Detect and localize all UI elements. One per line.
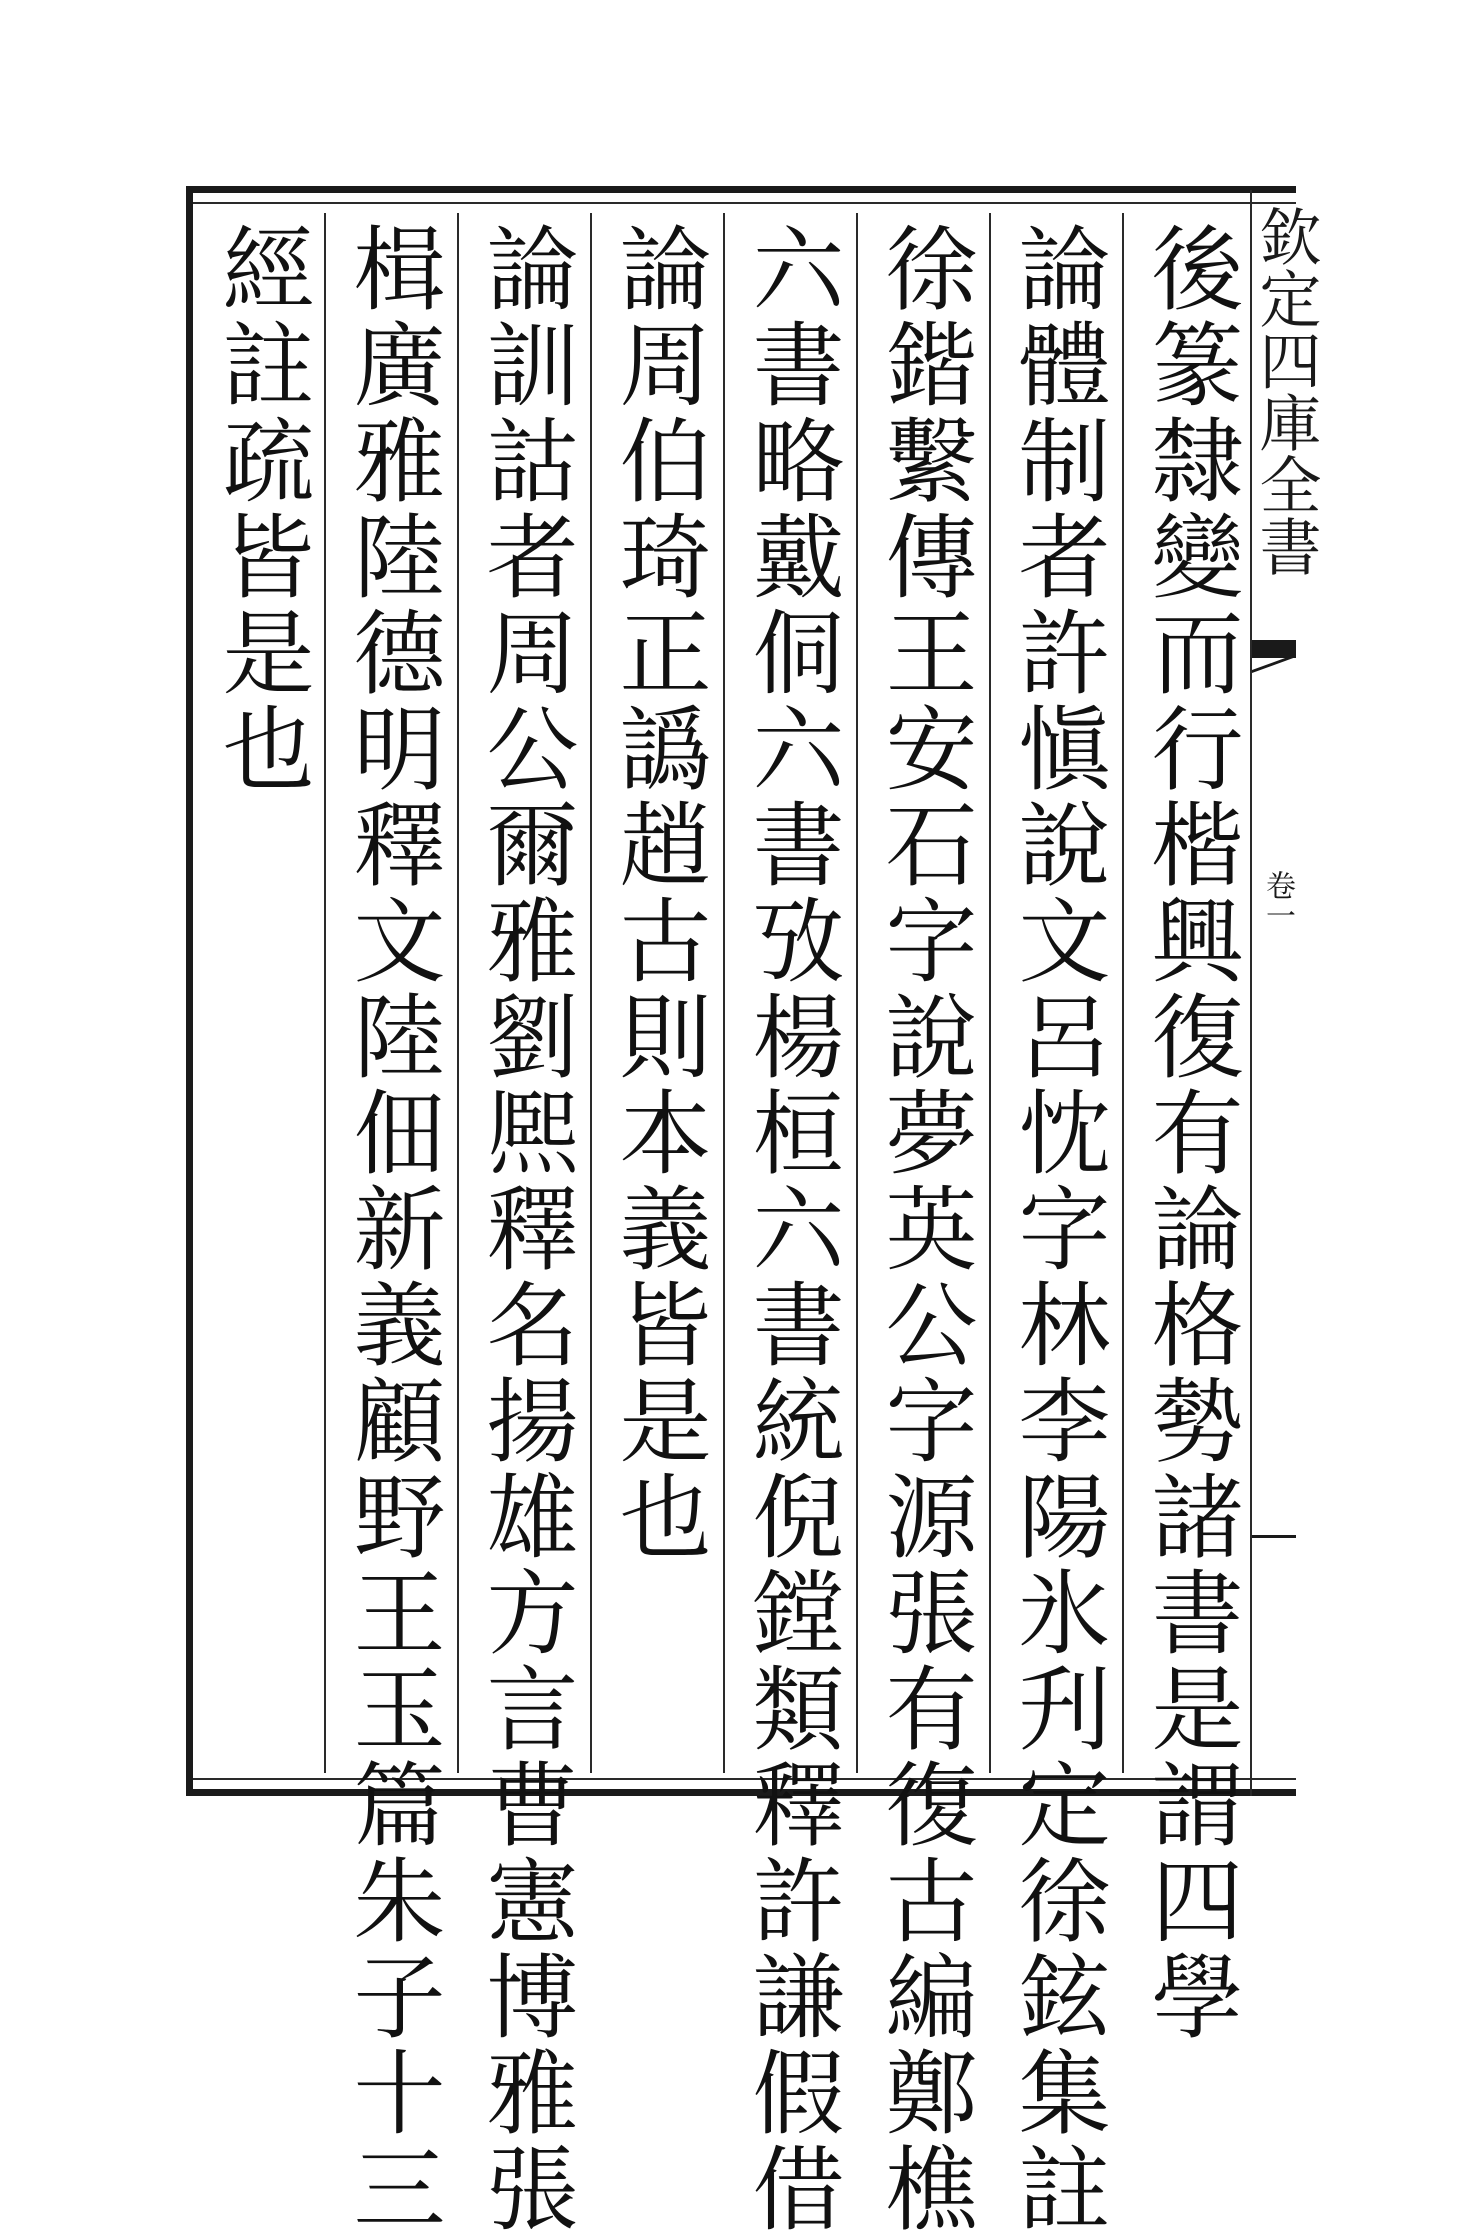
column-rule-3 — [856, 213, 858, 1773]
text-column-4 — [725, 213, 856, 2237]
column-2-text: 論體制者許愼說文呂忱字林李陽氷刋定徐鉉集註 — [1003, 221, 1111, 2237]
margin-book-title: 欽定四庫全書 — [1249, 205, 1322, 577]
margin-bottom-mark — [1252, 1535, 1296, 1538]
column-1-text: 後篆隸變而行楷興復有論格勢諸書是謂四學 — [1136, 221, 1244, 2045]
text-column-6 — [459, 213, 590, 2237]
text-column-1 — [1124, 213, 1255, 2045]
margin-juan-label: 卷一 — [1260, 870, 1295, 930]
frame-inner-top-rule — [193, 202, 1296, 204]
text-column-5 — [592, 213, 723, 1773]
column-4-text: 六書略戴侗六書攷楊桓六書統倪鏜類釋許謙假借 — [737, 221, 845, 2237]
column-rule-5 — [590, 213, 592, 1773]
column-7-text: 楫廣雅陸德明釋文陸佃新義顧野王玉篇朱子十三 — [338, 221, 446, 2237]
column-rule-4 — [723, 213, 725, 1773]
column-5-text: 論周伯琦正譌趙古則本義皆是也 — [604, 221, 712, 1565]
column-rule-2 — [989, 213, 991, 1773]
text-column-8 — [195, 213, 326, 1773]
text-column-7 — [326, 213, 457, 2237]
column-3-text: 徐鍇繫傳王安石字說夢英公字源張有復古編鄭樵 — [870, 221, 978, 2237]
text-column-2 — [991, 213, 1122, 2237]
column-8-text: 經註疏皆是也 — [207, 221, 315, 797]
text-column-3 — [858, 213, 989, 2237]
column-rule-6 — [457, 213, 459, 1773]
page-frame — [186, 186, 1296, 2237]
column-6-text: 論訓詁者周公爾雅劉熈釋名揚雄方言曹憲博雅張 — [471, 221, 579, 2237]
column-rule-1 — [1122, 213, 1124, 1773]
